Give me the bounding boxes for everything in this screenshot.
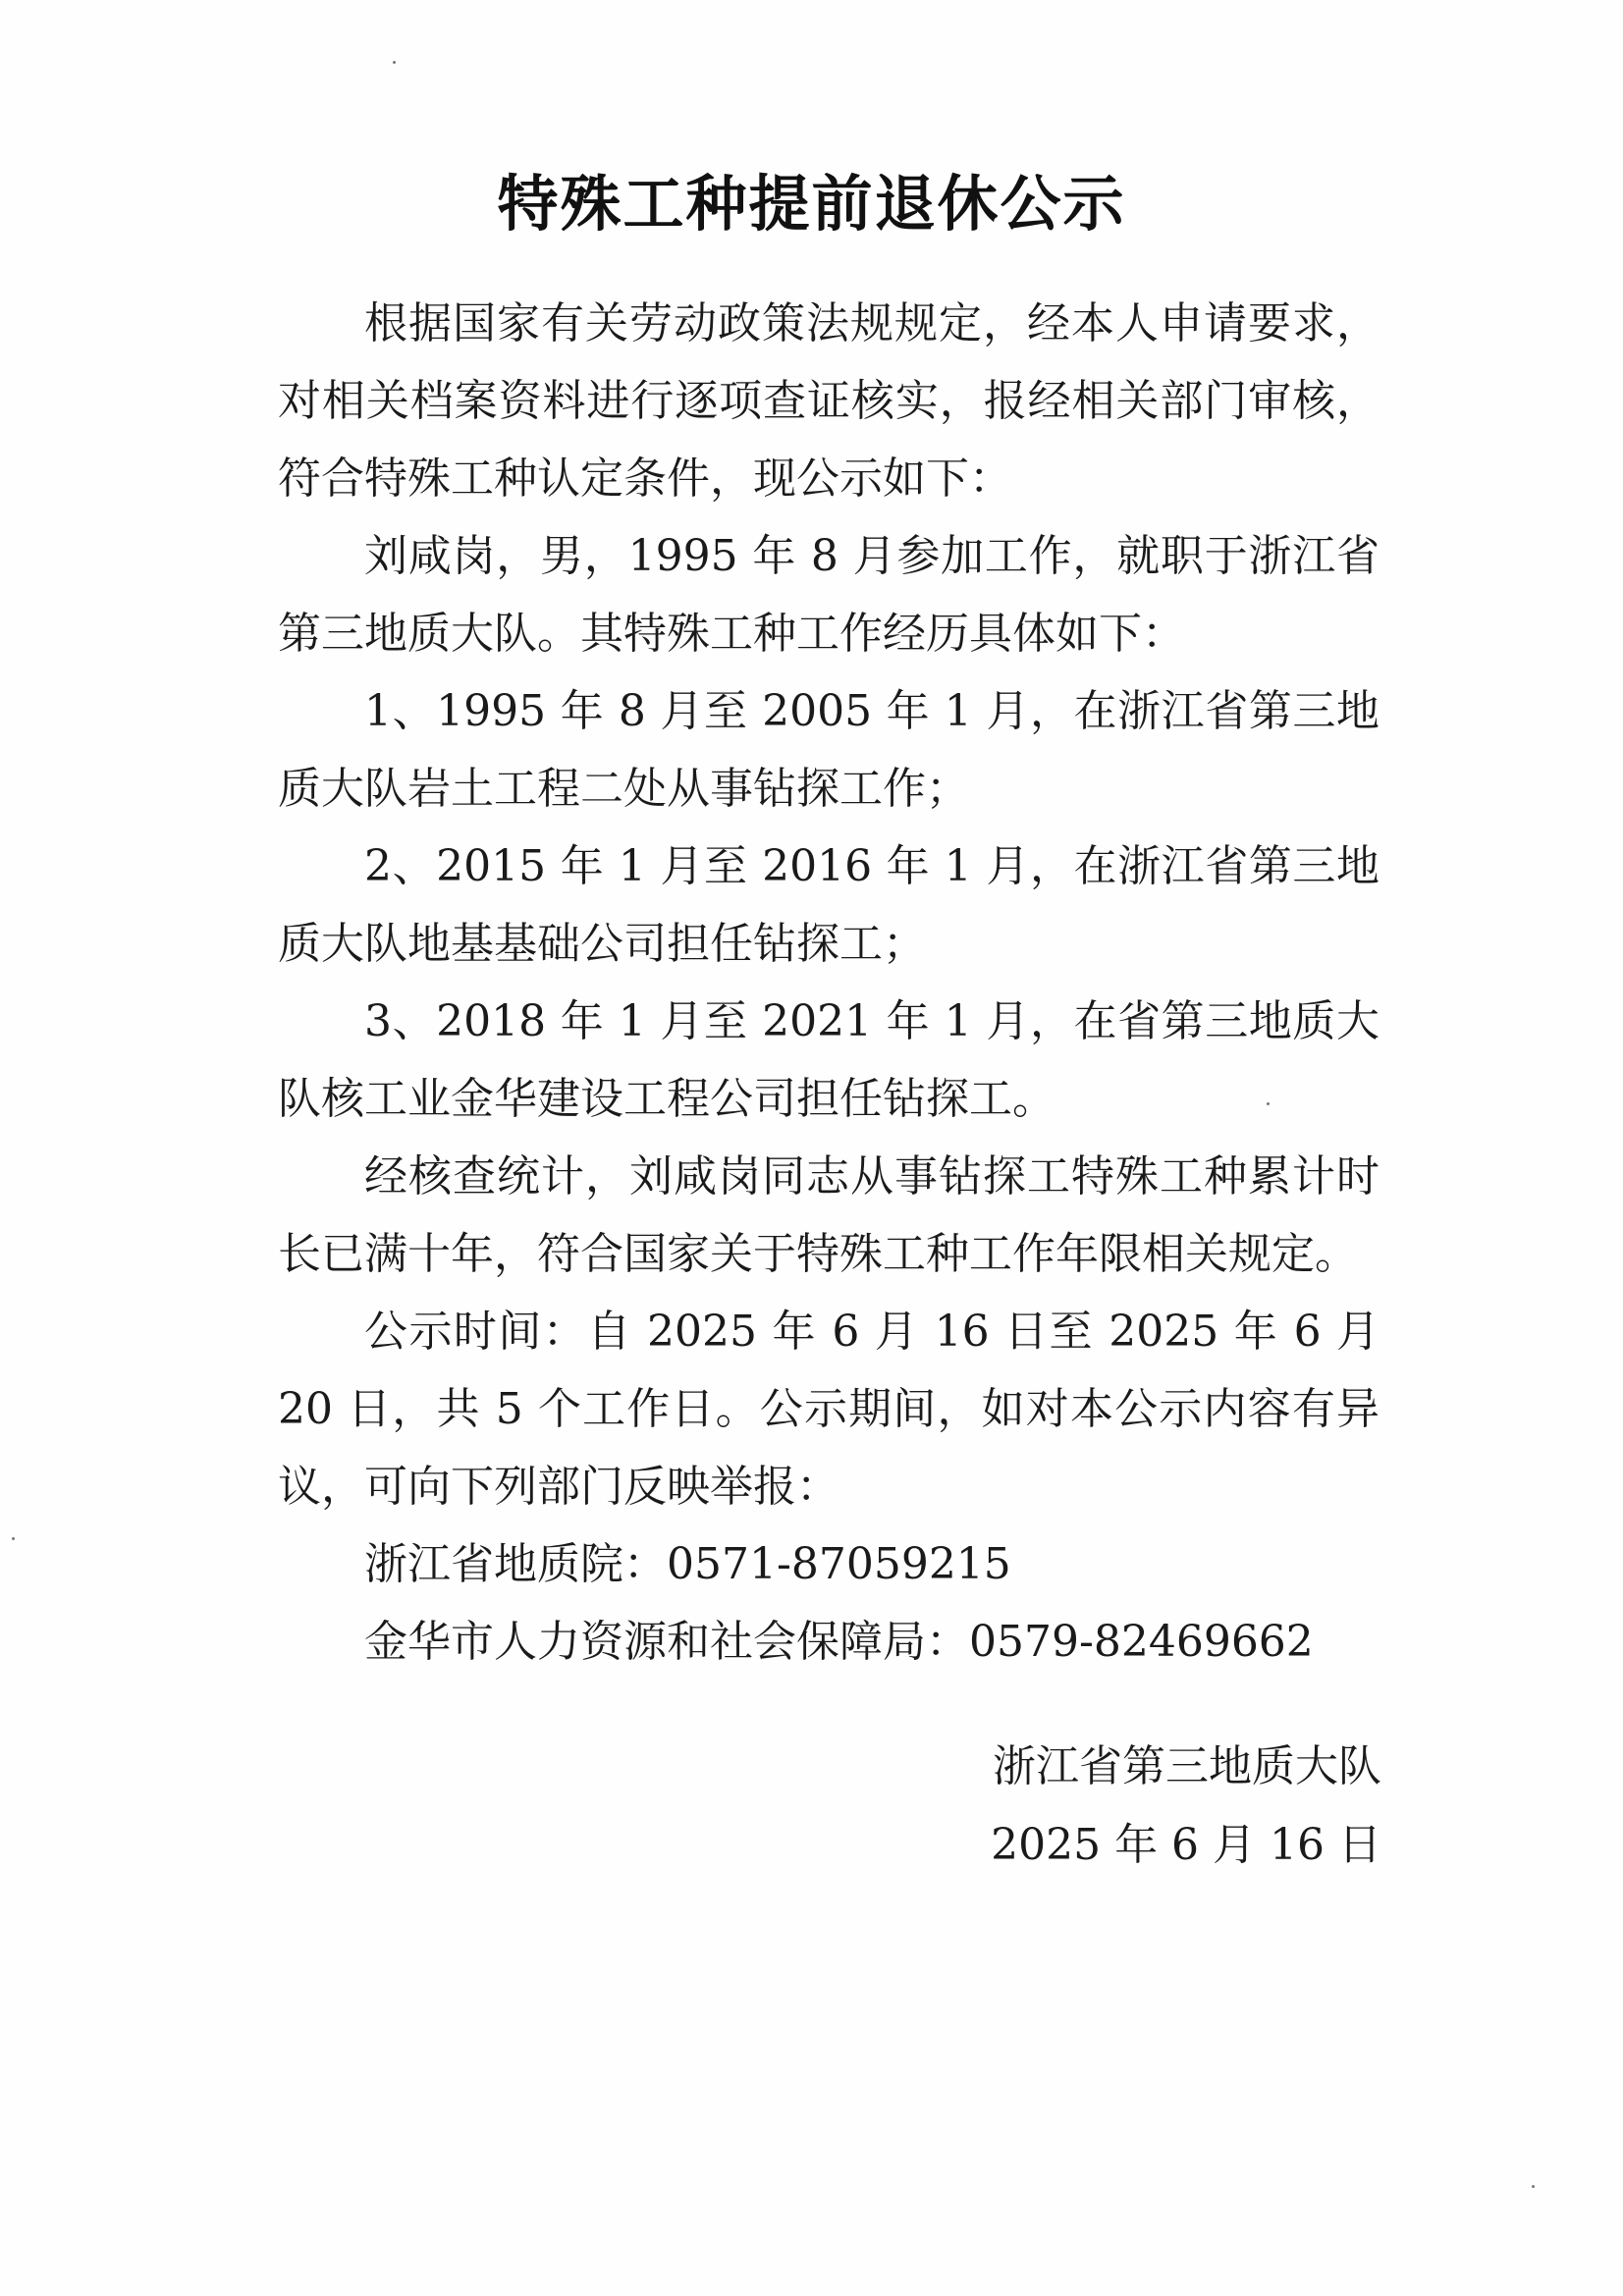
paragraph-conclusion: 经核查统计，刘咸岗同志从事钻探工特殊工种累计时长已满十年，符合国家关于特殊工种工作年限相关规定。 xyxy=(278,1151,1380,1279)
contact-geology-institute: 浙江省地质院：0571-87059215 xyxy=(364,1539,1011,1589)
paragraph-history-2: 2、2015 年 1 月至 2016 年 1 月，在浙江省第三地质大队地基基础公司担任钻探工； xyxy=(278,841,1380,969)
document-body xyxy=(278,285,1380,1681)
paragraph-person: 刘咸岗，男，1995 年 8 月参加工作，就职于浙江省第三地质大队。其特殊工种工作经历具体如下： xyxy=(278,531,1380,659)
paragraph-history-3: 3、2018 年 1 月至 2021 年 1 月，在省第三地质大队核工业金华建设工程公司担任钻探工。 xyxy=(278,996,1380,1124)
page-title: 特殊工种提前退休公示 xyxy=(497,168,1126,240)
signature-block xyxy=(991,1728,1381,1885)
signature-date: 2025 年 6 月 16 日 xyxy=(991,1820,1381,1870)
paragraph-history-1: 1、1995 年 8 月至 2005 年 1 月，在浙江省第三地质大队岩土工程二处从事钻探工作； xyxy=(278,686,1380,814)
signature-organization: 浙江省第三地质大队 xyxy=(993,1741,1381,1791)
scan-speck xyxy=(393,61,396,64)
scan-speck xyxy=(1267,1102,1270,1105)
scan-speck xyxy=(1532,2185,1535,2188)
paragraph-notice-period: 公示时间：自 2025 年 6 月 16 日至 2025 年 6 月 20 日，共 5 个工作日。公示期间，如对本公示内容有异议，可向下列部门反映举报： xyxy=(278,1307,1380,1512)
paragraph-intro: 根据国家有关劳动政策法规规定，经本人申请要求，对相关档案资料进行逐项查证核实，报经相关部门审核，符合特殊工种认定条件，现公示如下： xyxy=(278,298,1380,504)
scan-speck xyxy=(12,1537,15,1540)
contact-hr-bureau: 金华市人力资源和社会保障局：0579-82469662 xyxy=(364,1617,1314,1667)
